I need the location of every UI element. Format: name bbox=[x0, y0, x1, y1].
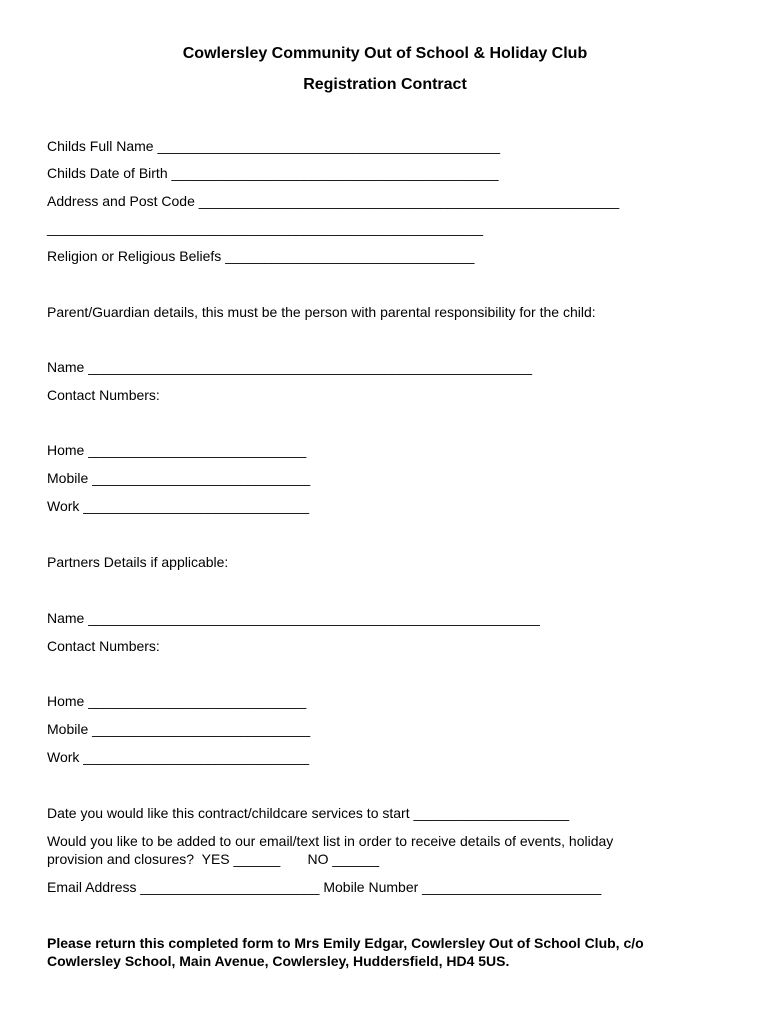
child-dob-field[interactable]: Childs Date of Birth __________________________________________ bbox=[47, 165, 499, 181]
parent-mobile-field[interactable]: Mobile ____________________________ bbox=[47, 470, 311, 486]
email-list-yes-no-field[interactable]: provision and closures? YES ______ NO ______ bbox=[47, 851, 380, 867]
partner-section-heading: Partners Details if applicable: bbox=[47, 554, 229, 570]
partner-contact-heading: Contact Numbers: bbox=[47, 638, 160, 654]
partner-mobile-field[interactable]: Mobile ____________________________ bbox=[47, 721, 311, 737]
address-field[interactable]: Address and Post Code ______________________________________________________ bbox=[47, 193, 620, 209]
return-instructions-line-2: Cowlersley School, Main Avenue, Cowlersley, Huddersfield, HD4 5US. bbox=[47, 953, 510, 969]
parent-contact-heading: Contact Numbers: bbox=[47, 387, 160, 403]
start-date-field[interactable]: Date you would like this contract/childcare services to start ____________________ bbox=[47, 805, 570, 821]
email-mobile-field[interactable]: Email Address _______________________ Mobile Number _______________________ bbox=[47, 879, 602, 895]
parent-work-field[interactable]: Work _____________________________ bbox=[47, 498, 310, 514]
partner-work-field[interactable]: Work _____________________________ bbox=[47, 749, 310, 765]
document-subtitle: Registration Contract bbox=[303, 76, 467, 93]
parent-home-field[interactable]: Home ____________________________ bbox=[47, 442, 307, 458]
partner-name-field[interactable]: Name __________________________________________________________ bbox=[47, 610, 540, 626]
return-instructions-line-1: Please return this completed form to Mrs Emily Edgar, Cowlersley Out of School Club, c/o bbox=[47, 935, 644, 951]
parent-section-heading: Parent/Guardian details, this must be the person with parental responsibility for the child: bbox=[47, 304, 596, 320]
partner-home-field[interactable]: Home ____________________________ bbox=[47, 693, 307, 709]
document-title: Cowlersley Community Out of School & Holiday Club bbox=[182, 45, 588, 62]
email-list-question: Would you like to be added to our email/text list in order to receive details of events, holiday bbox=[47, 833, 614, 849]
religion-field[interactable]: Religion or Religious Beliefs ________________________________ bbox=[47, 248, 475, 264]
parent-name-field[interactable]: Name _________________________________________________________ bbox=[47, 359, 533, 375]
child-full-name-field[interactable]: Childs Full Name ____________________________________________ bbox=[47, 138, 501, 154]
address-continuation-field[interactable]: ________________________________________________________ bbox=[47, 220, 484, 236]
